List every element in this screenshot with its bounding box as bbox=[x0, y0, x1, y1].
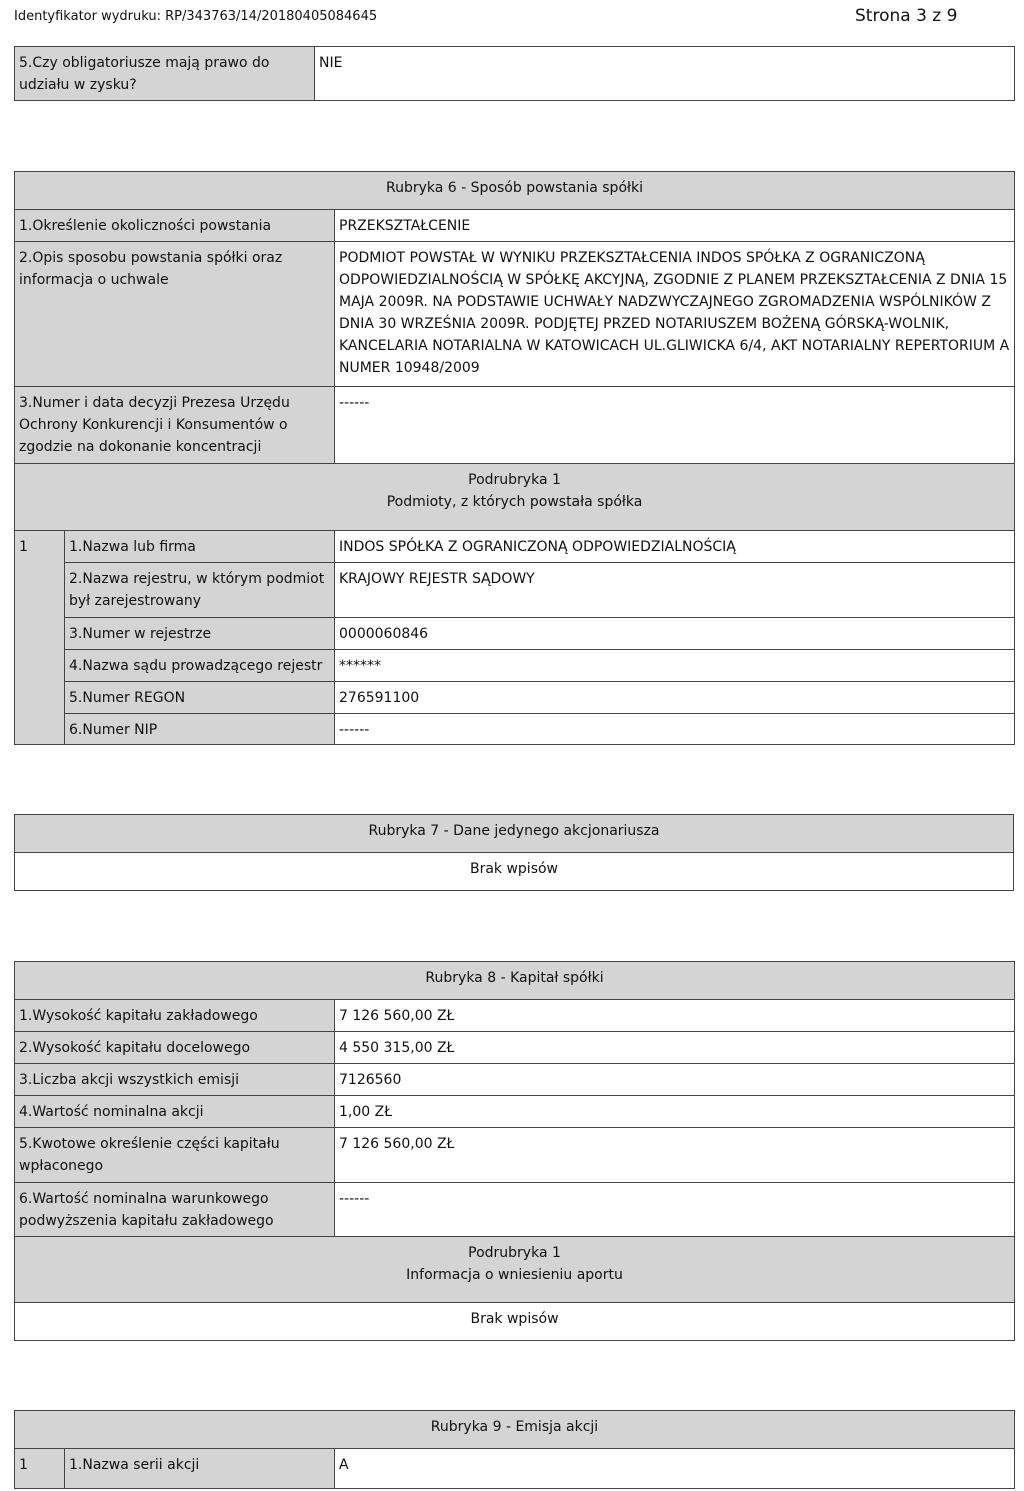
subsection-title bbox=[15, 464, 1015, 531]
field-label: 3.Liczba akcji wszystkich emisji bbox=[15, 1064, 335, 1096]
no-entries: Brak wpisów bbox=[15, 853, 1014, 891]
table-row bbox=[15, 618, 1015, 650]
obligations-table bbox=[14, 46, 1015, 101]
table-row bbox=[15, 714, 1015, 745]
table-row bbox=[15, 1032, 1015, 1064]
field-value: A bbox=[335, 1449, 1015, 1489]
table-row bbox=[15, 1064, 1015, 1096]
field-value: ------ bbox=[335, 714, 1015, 745]
entry-number: 1 bbox=[15, 1449, 65, 1489]
field-label: 3.Numer i data decyzji Prezesa Urzędu Ochrony Konkurencji i Konsumentów o zgodzie na dokonanie koncentracji bbox=[15, 387, 335, 464]
field-value: ------ bbox=[335, 387, 1015, 464]
section-rubryka-7 bbox=[14, 814, 1014, 891]
table-row bbox=[15, 563, 1015, 618]
field-value: INDOS SPÓŁKA Z OGRANICZONĄ ODPOWIEDZIALNOŚCIĄ bbox=[335, 531, 1015, 563]
field-value: 7 126 560,00 ZŁ bbox=[335, 1128, 1015, 1183]
field-label: 2.Nazwa rejestru, w którym podmiot był zarejestrowany bbox=[65, 563, 335, 618]
field-value: ------ bbox=[335, 1183, 1015, 1237]
field-label: 4.Nazwa sądu prowadzącego rejestr bbox=[65, 650, 335, 682]
section-rubryka-8 bbox=[14, 961, 1015, 1341]
section-rubryka-6 bbox=[14, 171, 1015, 745]
subsection-number: Podrubryka 1 bbox=[468, 1245, 561, 1261]
field-value: NIE bbox=[315, 47, 1015, 101]
section-title: Rubryka 7 - Dane jedynego akcjonariusza bbox=[15, 815, 1014, 853]
table-row bbox=[15, 1449, 1015, 1489]
field-value: PODMIOT POWSTAŁ W WYNIKU PRZEKSZTAŁCENIA INDOS SPÓŁKA Z OGRANICZONĄ ODPOWIEDZIALNOŚCIĄ W SPÓŁKĘ AKCYJNĄ, ZGODNIE Z PLANEM PRZEKSZTAŁCENIA Z DNIA 15 MAJA 2009R. NA PODSTAWIE UCHWAŁY NADZWYCZAJNEGO ZGROMADZENIA WSPÓLNIKÓW Z DNIA 30 WRZEŚNIA 2009R. PODJĘTEJ PRZED NOTARIUSZEM BOŻENĄ GÓRSKĄ-WOLNIK, KANCELARIA NOTARIALNA W KATOWICACH UL.GLIWICKA 6/4, AKT NOTARIALNY REPERTORIUM A NUMER 10948/2009 bbox=[335, 242, 1015, 387]
field-label: 6.Wartość nominalna warunkowego podwyższenia kapitału zakładowego bbox=[15, 1183, 335, 1237]
field-value: 276591100 bbox=[335, 682, 1015, 714]
table-row bbox=[15, 682, 1015, 714]
field-label: 2.Opis sposobu powstania spółki oraz informacja o uchwale bbox=[15, 242, 335, 387]
subsection-title bbox=[15, 1237, 1015, 1303]
subsection-name: Podmioty, z których powstała spółka bbox=[386, 494, 643, 510]
table-row bbox=[15, 387, 1015, 464]
entry-number: 1 bbox=[15, 531, 65, 745]
table-row bbox=[15, 1000, 1015, 1032]
section-title: Rubryka 9 - Emisja akcji bbox=[15, 1411, 1015, 1449]
subsection-number: Podrubryka 1 bbox=[468, 472, 561, 488]
field-value: PRZEKSZTAŁCENIE bbox=[335, 210, 1015, 242]
section-rubryka-9 bbox=[14, 1410, 1015, 1489]
field-label: 2.Wysokość kapitału docelowego bbox=[15, 1032, 335, 1064]
section-title: Rubryka 8 - Kapitał spółki bbox=[15, 962, 1015, 1000]
field-value: 7126560 bbox=[335, 1064, 1015, 1096]
field-label: 1.Określenie okoliczności powstania bbox=[15, 210, 335, 242]
no-entries: Brak wpisów bbox=[15, 1303, 1015, 1341]
table-row bbox=[15, 47, 1015, 101]
print-identifier: Identyfikator wydruku: RP/343763/14/20180405084645 bbox=[14, 9, 378, 24]
table-row bbox=[15, 1096, 1015, 1128]
table-row bbox=[15, 242, 1015, 387]
field-value: 1,00 ZŁ bbox=[335, 1096, 1015, 1128]
field-value: 4 550 315,00 ZŁ bbox=[335, 1032, 1015, 1064]
field-value: 0000060846 bbox=[335, 618, 1015, 650]
field-label: 4.Wartość nominalna akcji bbox=[15, 1096, 335, 1128]
field-label: 1.Wysokość kapitału zakładowego bbox=[15, 1000, 335, 1032]
table-row bbox=[15, 650, 1015, 682]
field-value: KRAJOWY REJESTR SĄDOWY bbox=[335, 563, 1015, 618]
table-row bbox=[15, 1128, 1015, 1183]
page-number: Strona 3 z 9 bbox=[855, 6, 958, 26]
field-label: 6.Numer NIP bbox=[65, 714, 335, 745]
table-row bbox=[15, 1183, 1015, 1237]
subsection-name: Informacja o wniesieniu aportu bbox=[406, 1267, 623, 1283]
table-row bbox=[15, 531, 1015, 563]
field-value: 7 126 560,00 ZŁ bbox=[335, 1000, 1015, 1032]
section-title: Rubryka 6 - Sposób powstania spółki bbox=[15, 172, 1015, 210]
field-value: ****** bbox=[335, 650, 1015, 682]
table-row bbox=[15, 210, 1015, 242]
field-label: 5.Czy obligatoriusze mają prawo do udziału w zysku? bbox=[15, 47, 315, 101]
field-label: 1.Nazwa serii akcji bbox=[65, 1449, 335, 1489]
field-label: 5.Numer REGON bbox=[65, 682, 335, 714]
field-label: 3.Numer w rejestrze bbox=[65, 618, 335, 650]
field-label: 1.Nazwa lub firma bbox=[65, 531, 335, 563]
field-label: 5.Kwotowe określenie części kapitału wpłaconego bbox=[15, 1128, 335, 1183]
